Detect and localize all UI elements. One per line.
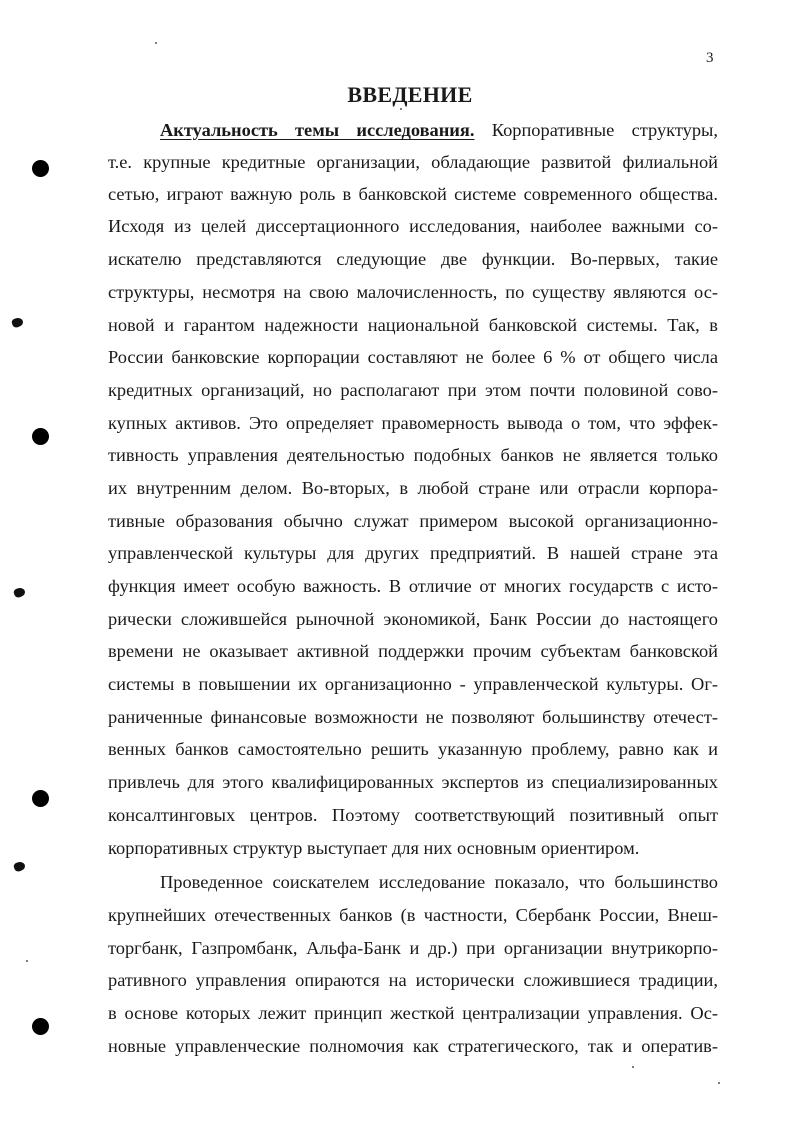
- text-line: Проведенное соискателем исследование показало, что большинство: [160, 872, 718, 892]
- text-line: [160, 118, 718, 142]
- scan-speck: [26, 960, 28, 962]
- text-line: корпоративных структур выступает для них основным ориентиром.: [108, 838, 640, 858]
- text-line: в основе которых лежит принцип жесткой централизации управления. Ос-: [108, 1003, 718, 1023]
- binder-hole: [32, 790, 49, 807]
- scan-speck: [632, 1066, 634, 1068]
- section-heading: ВВЕДЕНИЕ: [347, 82, 473, 107]
- text-line: привлечь для этого квалифицированных экспертов из специализированных: [108, 772, 718, 792]
- text-line: тивные образования обычно служат примером высокой организационно-: [108, 511, 718, 531]
- ink-blot: [11, 316, 24, 328]
- text-line: функция имеет особую важность. В отличие от многих государств с исто-: [108, 576, 718, 596]
- scan-speck: [718, 1082, 720, 1084]
- ink-blot: [13, 860, 26, 872]
- page-number: 3: [706, 50, 714, 66]
- text-line-content: Корпоративные структуры,: [491, 120, 718, 140]
- text-line: раниченные финансовые возможности не позволяют большинству отечест-: [108, 707, 718, 727]
- text-line: венных банков самостоятельно решить указанную проблему, равно как и: [108, 739, 718, 759]
- text-line: торгбанк, Газпромбанк, Альфа-Банк и др.) при организации внутрикорпо-: [108, 938, 718, 958]
- text-line: консалтинговых центров. Поэтому соответствующий позитивный опыт: [108, 805, 718, 825]
- lead-term: Актуальность темы исследования.: [160, 120, 475, 140]
- text-line: времени не оказывает активной поддержки прочим субъектам банковской: [108, 641, 718, 661]
- ink-blot: [13, 586, 26, 598]
- text-line: искателю представляются следующие две функции. Во-первых, такие: [108, 249, 718, 269]
- binder-hole: [32, 160, 49, 177]
- binder-hole: [32, 1018, 49, 1035]
- binder-hole: [32, 428, 49, 445]
- text-line: России банковские корпорации составляют не более 6 % от общего числа: [108, 347, 718, 367]
- text-line: тивность управления деятельностью подобных банков не является только: [108, 445, 718, 465]
- text-line: т.е. крупные кредитные организации, обладающие развитой филиальной: [108, 152, 718, 172]
- text-line: купных активов. Это определяет правомерность вывода о том, что эффек-: [108, 413, 718, 433]
- text-line: структуры, несмотря на свою малочисленность, по существу являются ос-: [108, 282, 718, 302]
- text-line: рически сложившейся рыночной экономикой, Банк России до настоящего: [108, 609, 718, 629]
- text-line: управленческой культуры для других предприятий. В нашей стране эта: [108, 543, 718, 563]
- text-line: сетью, играют важную роль в банковской системе современного общества.: [108, 184, 718, 204]
- text-line: кредитных организаций, но располагают при этом почти половиной сово-: [108, 380, 718, 400]
- scan-speck: [155, 42, 157, 44]
- scan-speck: [400, 108, 402, 110]
- text-line: новой и гарантом надежности национальной банковской системы. Так, в: [108, 315, 718, 335]
- text-line: системы в повышении их организационно - управленческой культуры. Ог-: [108, 674, 718, 694]
- text-line: новные управленческие полномочия как стратегического, так и оператив-: [108, 1036, 718, 1056]
- text-line: крупнейших отечественных банков (в частности, Сбербанк России, Внеш-: [108, 905, 718, 925]
- text-line: Исходя из целей диссертационного исследования, наиболее важными со-: [108, 216, 718, 236]
- text-line: их внутренним делом. Во-вторых, в любой стране или отрасли корпора-: [108, 478, 718, 498]
- text-line: ративного управления опираются на исторически сложившиеся традиции,: [108, 970, 718, 990]
